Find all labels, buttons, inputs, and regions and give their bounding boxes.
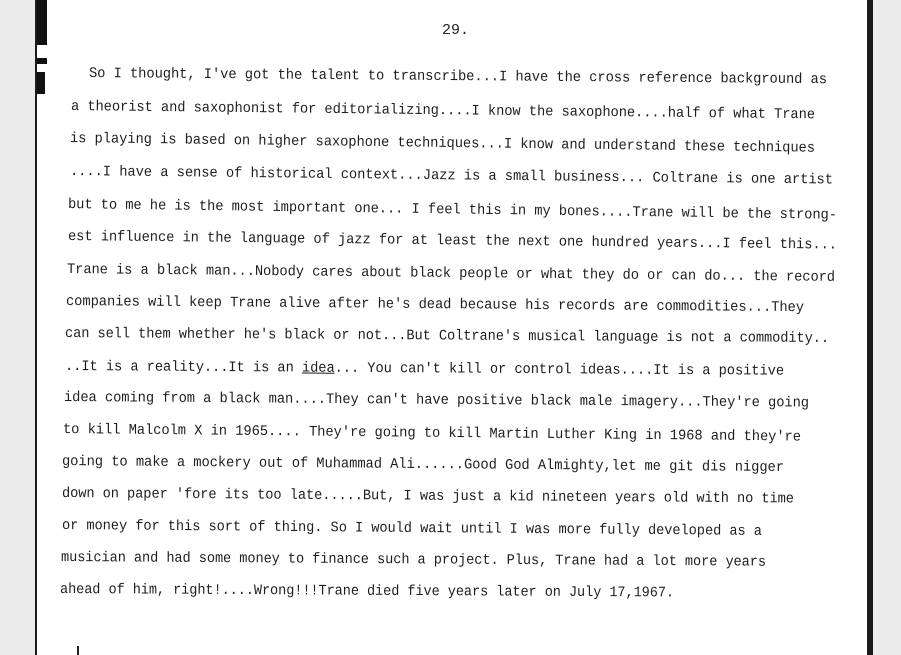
text-line: down on paper 'fore its too late.....But, I was just a kid nineteen years old with no time	[61, 486, 795, 508]
underlined-word: idea	[301, 360, 335, 377]
text-line: Trane is a black man...Nobody cares about black people or what they do or can do... the record	[66, 262, 836, 286]
text-line: ahead of him, right!....Wrong!!!Trane died five years later on July 17,1967.	[59, 582, 675, 602]
text-line: musician and had some money to finance such a project. Plus, Trane had a lot more years	[60, 550, 767, 571]
text-line: est influence in the language of jazz for at least the next one hundred years...I feel this...	[67, 229, 838, 254]
text-line	[65, 359, 784, 380]
text-line: companies will keep Trane alive after he's dead because his records are commodities...They	[65, 294, 805, 317]
text-segment: ... You can't kill or control ideas....It is a positive	[334, 360, 785, 380]
text-line: to kill Malcolm X in 1965.... They're going to kill Martin Luther King in 1968 and they're	[62, 422, 802, 446]
scan-edge-mark	[37, 58, 47, 64]
document-page	[35, 0, 873, 655]
text-line: idea coming from a black man....They can't have positive black male imagery...They're going	[63, 390, 810, 412]
text-line: is playing is based on higher saxophone techniques...I know and understand these techniques	[69, 131, 816, 157]
text-line: or money for this sort of thing. So I would wait until I was more fully developed as a	[61, 518, 763, 540]
scan-edge-mark	[37, 72, 45, 94]
scan-edge-mark	[37, 0, 47, 45]
text-line: but to me he is the most important one... I feel this in my bones....Trane will be the strong-	[67, 197, 838, 224]
page-number: 29.	[442, 22, 470, 39]
text-line: ....I have a sense of historical context...Jazz is a small business... Coltrane is one artist	[69, 164, 834, 189]
text-line: going to make a mockery out of Muhammad Ali......Good God Almighty,let me git dis nigger	[61, 454, 785, 477]
text-line: a theorist and saxophonist for editorializing....I know the saxophone....half of what Trane	[70, 99, 816, 124]
text-line: So I thought, I've got the talent to transcribe...I have the cross reference background as	[88, 66, 828, 89]
page-mark	[77, 646, 79, 655]
text-line: can sell them whether he's black or not...But Coltrane's musical language is not a commodity..	[64, 326, 830, 347]
text-segment: ..It is a reality...It is an	[64, 359, 302, 377]
